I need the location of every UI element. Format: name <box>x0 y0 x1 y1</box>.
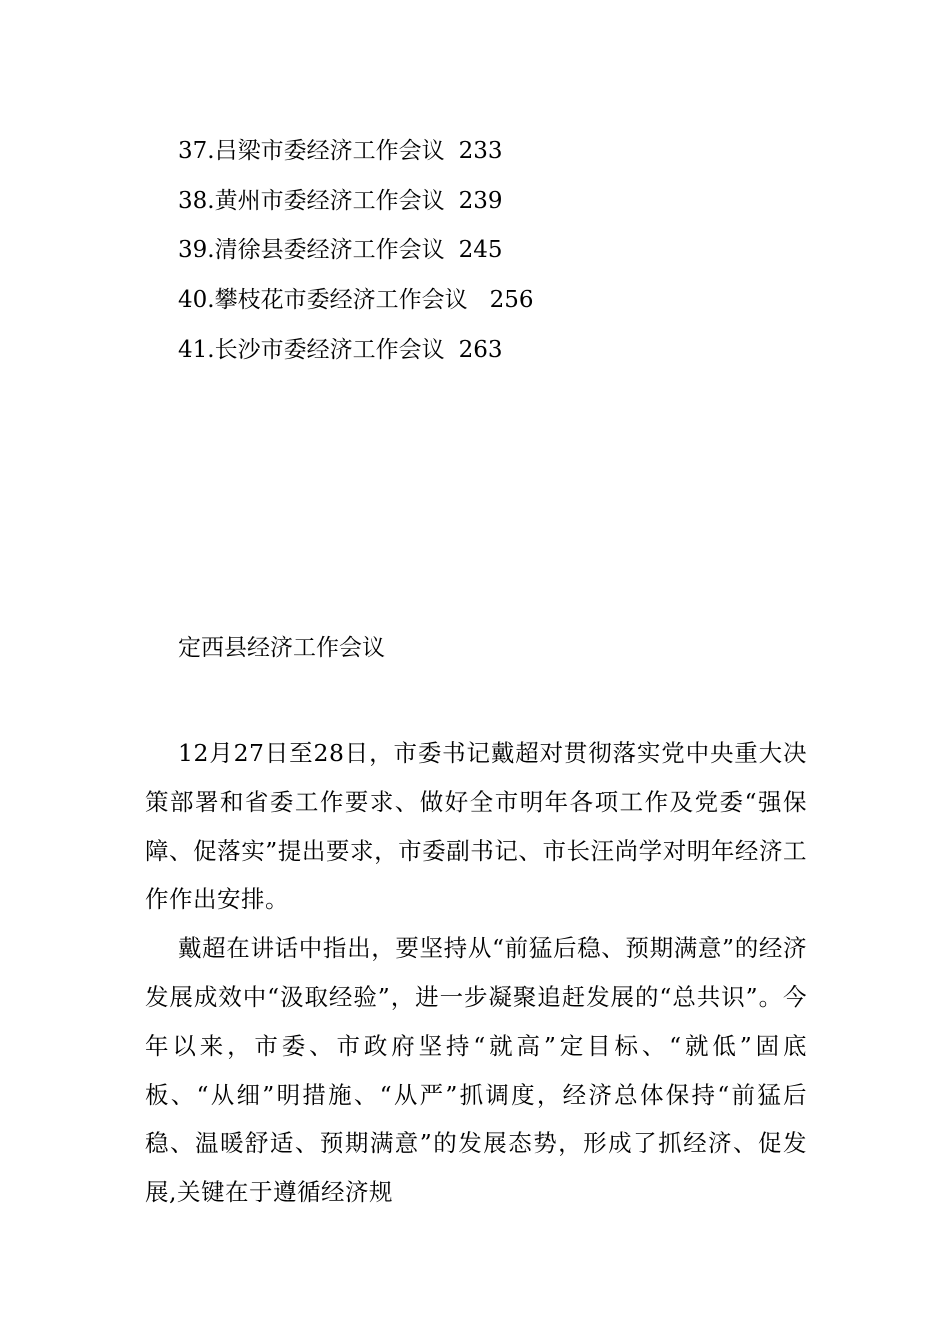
toc-item <box>178 183 533 233</box>
toc-item <box>178 232 533 282</box>
article-body <box>145 729 807 1217</box>
toc-item-label: 39.清徐县委经济工作会议 <box>178 237 445 264</box>
toc-item-page: 245 <box>458 237 503 264</box>
toc-item-page: 233 <box>458 138 503 164</box>
table-of-contents <box>178 133 533 381</box>
toc-item-label: 41.长沙市委经济工作会议 <box>178 336 445 363</box>
toc-item-page: 256 <box>489 287 534 314</box>
toc-item-label: 40.攀枝花市委经济工作会议 <box>178 287 468 314</box>
toc-item-page: 239 <box>458 187 503 214</box>
toc-item-label: 38.黄州市委经济工作会议 <box>178 187 445 214</box>
toc-item-page: 263 <box>458 336 503 363</box>
toc-item <box>178 332 533 382</box>
toc-item-label: 37.吕梁市委经济工作会议 <box>178 138 445 164</box>
toc-item <box>178 133 533 183</box>
toc-item <box>178 282 533 332</box>
article-paragraph: 12月27日至28日，市委书记戴超对贯彻落实党中央重大决策部署和省委工作要求、做好全市明年各项工作及党委“强保障、促落实”提出要求，市委副书记、市长汪尚学对明年经济工作作出安排。 <box>145 739 807 914</box>
article-title: 定西县经济工作会议 <box>178 635 385 661</box>
article-paragraph: 戴超在讲话中指出，要坚持从“前猛后稳、预期满意”的经济发展成效中“汲取经验”，进一步凝聚追赶发展的“总共识”。今年以来，市委、市政府坚持“就高”定目标、“就低”固底板、“从细”明措施、“从严”抓调度，经济总体保持“前猛后稳、温暖舒适、预期满意”的发展态势，形成了抓经济、促发展,关键在于遵循经济规 <box>145 934 807 1207</box>
